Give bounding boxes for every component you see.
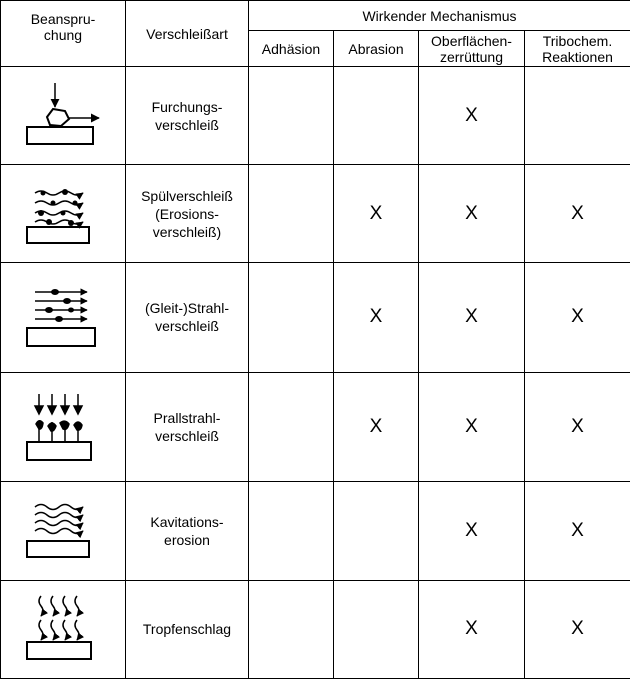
mark-cell: [249, 67, 334, 165]
header-mechanism: [419, 31, 525, 67]
wear-type-label: Spülverschleiß (Erosions- verschleiß): [141, 187, 233, 240]
mark-cell: [525, 67, 630, 165]
mark-cell: [334, 67, 419, 165]
mark-cell: X: [419, 580, 525, 678]
wear-type-label: Kavitations- erosion: [150, 513, 224, 548]
mark-cell: X: [525, 481, 630, 580]
symbol-cell: [1, 67, 126, 165]
header-mechanism-label: Abrasion: [348, 40, 404, 57]
symbol-cell: [1, 372, 126, 481]
symbol-cell: [1, 263, 126, 372]
mark-cell: [249, 263, 334, 372]
wear-type-cell: [126, 580, 249, 678]
wear-type-cell: [126, 165, 249, 263]
mark-cell: X: [419, 67, 525, 165]
header-mechanism-label: Oberflächen- zerrüttung: [431, 32, 512, 65]
mark-cell: X: [525, 165, 630, 263]
mark-cell: X: [525, 372, 630, 481]
symbol-cell: [1, 481, 126, 580]
wear-type-label: Furchungs- verschleiß: [151, 98, 223, 133]
mark-cell: X: [525, 580, 630, 678]
symbol-cell: [1, 580, 126, 678]
mark-cell: X: [419, 481, 525, 580]
wear-type-label: Tropfenschlag: [142, 621, 232, 638]
mark-cell: X: [525, 263, 630, 372]
jet-symbol-icon: [23, 282, 103, 352]
header-stress: [1, 1, 126, 67]
header-mechanism: [249, 31, 334, 67]
header-type: [126, 1, 249, 67]
mark-cell: [334, 481, 419, 580]
mark-cell: X: [419, 165, 525, 263]
mark-cell: [249, 481, 334, 580]
droplet-symbol-icon: [23, 594, 103, 664]
table-row: [1, 165, 630, 263]
wear-type-cell: [126, 263, 249, 372]
wear-type-cell: [126, 67, 249, 165]
wear-type-label: (Gleit-)Strahl- verschleiß: [144, 300, 229, 335]
mark-cell: X: [334, 165, 419, 263]
header-type-label: Verschleißart: [146, 25, 228, 42]
header-mechanism-group-label: Wirkender Mechanismus: [362, 7, 517, 24]
header-mechanism: [334, 31, 419, 67]
symbol-cell: [1, 165, 126, 263]
mark-cell: X: [419, 263, 525, 372]
header-mechanism-label: Tribochem. Reaktionen: [542, 32, 613, 65]
header-mechanism-label: Adhäsion: [261, 40, 321, 57]
header-mechanism-group: [249, 1, 630, 31]
mark-cell: [249, 372, 334, 481]
table-row: [1, 263, 630, 372]
wear-type-label: Prallstrahl- verschleiß: [153, 409, 221, 444]
mark-cell: X: [334, 263, 419, 372]
furrow-symbol-icon: [23, 81, 103, 151]
table-row: [1, 372, 630, 481]
wear-type-cell: [126, 372, 249, 481]
table-row: [1, 67, 630, 165]
header-mechanism: [525, 31, 630, 67]
mark-cell: [249, 580, 334, 678]
impact-jet-symbol-icon: [23, 390, 103, 464]
mark-cell: X: [419, 372, 525, 481]
wear-type-cell: [126, 481, 249, 580]
table-row: [1, 481, 630, 580]
table-row: [1, 580, 630, 678]
header-stress-label: Beanspru- chung: [30, 11, 96, 43]
mark-cell: X: [334, 372, 419, 481]
cavitation-symbol-icon: [23, 499, 103, 563]
flush-symbol-icon: [23, 179, 103, 249]
mark-cell: [334, 580, 419, 678]
mark-cell: [249, 165, 334, 263]
